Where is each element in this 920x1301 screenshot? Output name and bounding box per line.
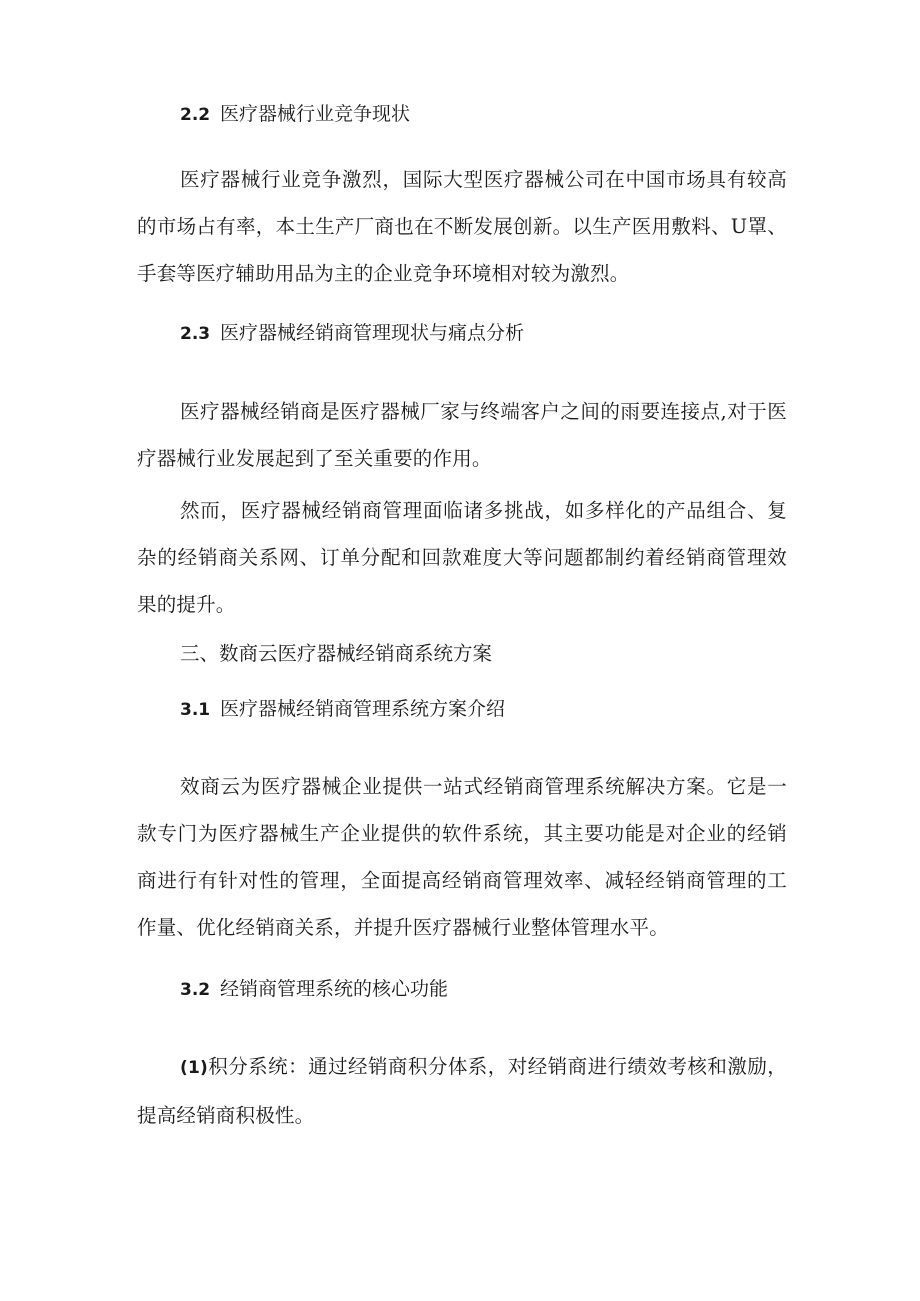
heading-title: 医疗器械经销商管理现状与痛点分析 (220, 322, 525, 344)
heading-2-3 (180, 321, 524, 346)
paragraph-points-system (137, 1043, 787, 1139)
heading-title: 经销商管理系统的核心功能 (220, 978, 449, 1000)
heading-title: 医疗器械行业竞争现状 (220, 103, 411, 125)
chapter-3-title: 三、数商云医疗器械经销商系统方案 (180, 642, 493, 665)
paragraph-dealer-role: 医疗器械经销商是医疗器械厂家与终端客户之间的雨要连接点,对于医疗器械行业发展起到了至关重要的作用。 (137, 400, 787, 470)
heading-title: 医疗器械经销商管理系统方案介绍 (220, 698, 506, 720)
heading-number: 2.2 (180, 105, 211, 125)
paragraph-challenges: 然而，医疗器械经销商管理面临诸多挑战，如多样化的产品组合、复杂的经销商关系网、订单分配和回款难度大等问题都制约着经销商管理效果的提升。 (137, 499, 787, 616)
heading-2-2 (180, 102, 410, 127)
heading-number: 3.1 (180, 700, 211, 720)
heading-number: 3.2 (180, 980, 211, 1000)
list-marker: (1) (180, 1058, 208, 1078)
heading-3-2 (180, 977, 448, 1002)
heading-number: 2.3 (180, 324, 211, 344)
list-item-text: 积分系统：通过经销商积分体系，对经销商进行绩效考核和激励，提高经销商积极性。 (137, 1055, 787, 1127)
paragraph-intro: 效商云为医疗器械企业提供一站式经销商管理系统解决方案。它是一款专门为医疗器械生产企业提供的软件系统，其主要功能是对企业的经销商进行有针对性的管理，全面提高经销商管理效率、减轻经销商管理的工作量、优化经销商关系，并提升医疗器械行业整体管理水平。 (137, 775, 787, 939)
heading-3-1 (180, 697, 505, 722)
paragraph-competition: 医疗器械行业竞争激烈，国际大型医疗器械公司在中国市场具有较高的市场占有率，本土生产厂商也在不断发展创新。以生产医用敷料、U罩、手套等医疗辅助用品为主的企业竞争环境相对较为激烈。 (137, 168, 787, 285)
